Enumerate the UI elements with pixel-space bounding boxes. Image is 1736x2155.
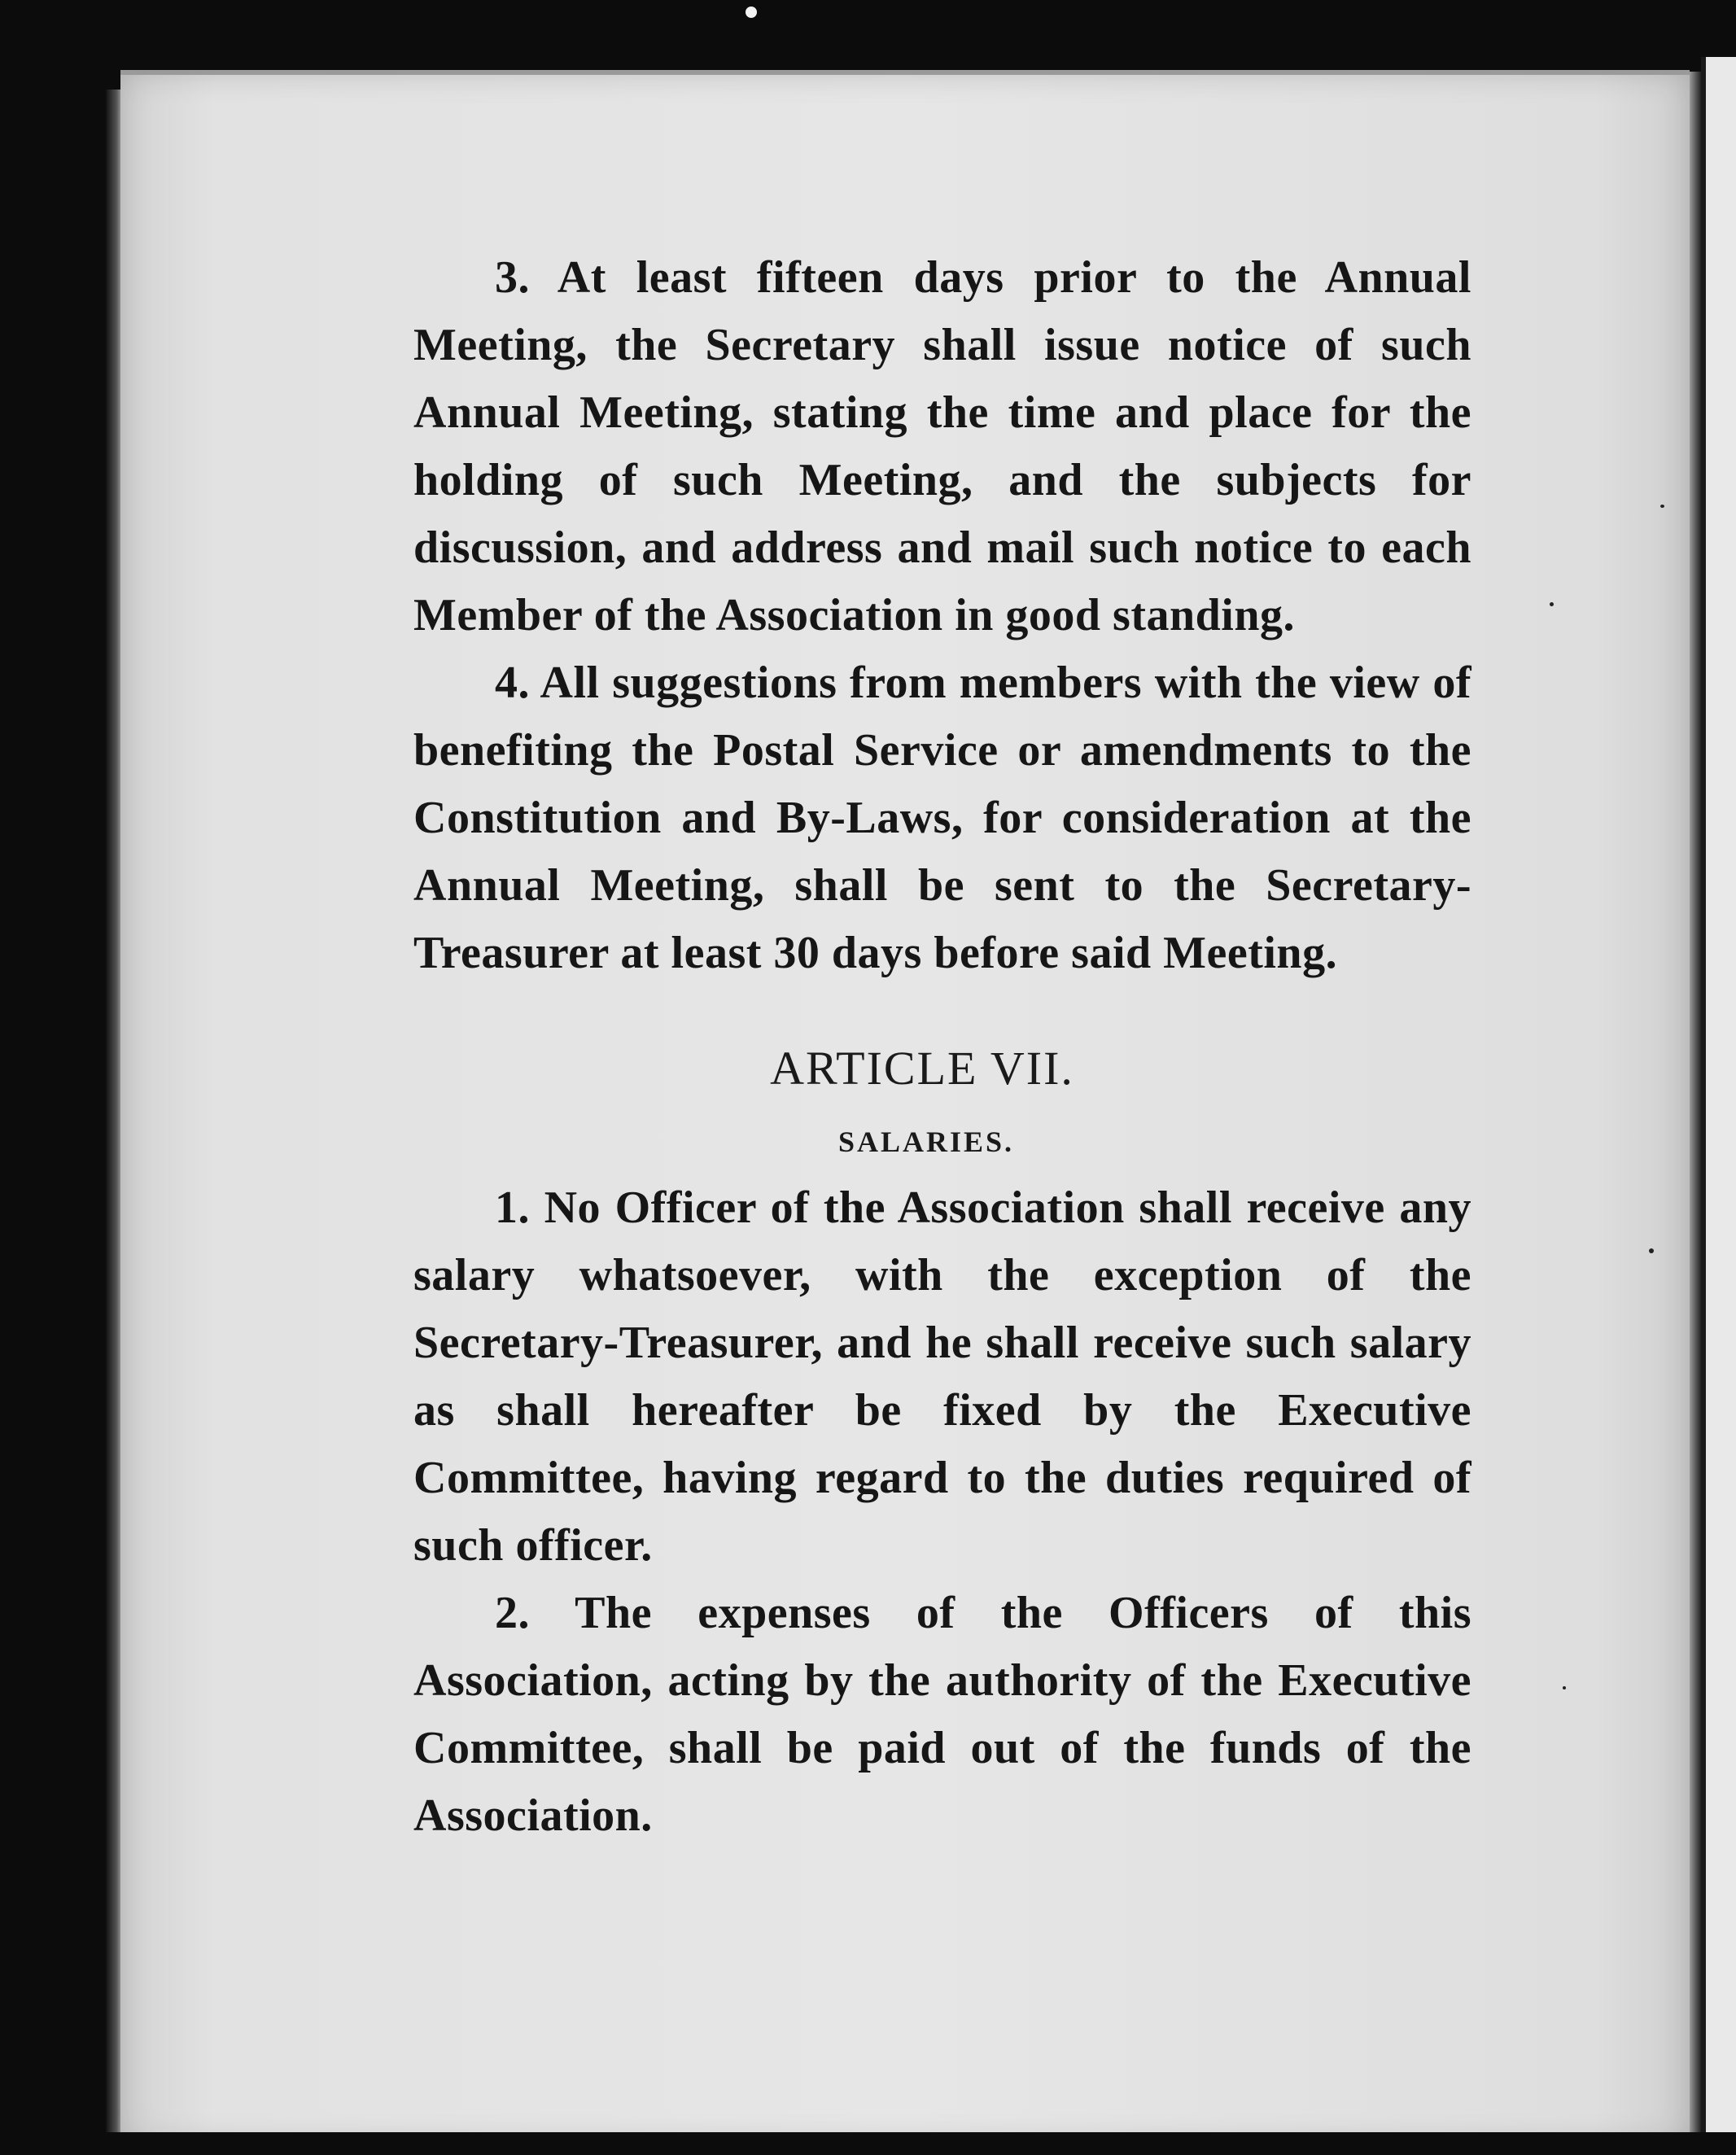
paragraph-1: 1. No Officer of the Association shall receive any salary whatsoever, with the exception of the Secretary-Treasurer, and he shall receive such salary as shall hereafter be fixed by the Executive Committee, having regard to the duties required of such officer.: [413, 1182, 1471, 1571]
facing-page-edge: [1701, 57, 1736, 2155]
scan-speck: [1550, 602, 1554, 606]
scan-speck: [1660, 505, 1664, 508]
page-top-edge: [120, 70, 1690, 75]
page-text: [413, 244, 1471, 1850]
paragraph-3: 3. At least fifteen days prior to the Annual Meeting, the Secretary shall issue notice of such Annual Meeting, stating the time and place for the holding of such Meeting, and the subjects for discussion, and address and mail such notice to each Member of the Association in good standing.: [413, 252, 1471, 640]
scan-bottom-border: [0, 2132, 1736, 2155]
scan-speck: [746, 7, 757, 18]
book-gutter: [1690, 72, 1701, 2155]
section-heading: SALARIES.: [837, 1126, 1015, 1158]
paragraph-4: 4. All suggestions from members with the view of benefiting the Postal Service or amendments to the Constitution and By-Laws, for consideration at the Annual Meeting, shall be sent to the Secretary-Treasurer at least 30 days before said Meeting.: [413, 658, 1471, 978]
scan-speck: [1649, 1248, 1654, 1253]
scan-speck: [1563, 1686, 1566, 1689]
article-heading: ARTICLE VII.: [770, 1042, 1074, 1095]
paragraph-2: 2. The expenses of the Officers of this Association, acting by the authority of the Executive Committee, shall be paid out of the funds of the Association.: [413, 1588, 1471, 1841]
